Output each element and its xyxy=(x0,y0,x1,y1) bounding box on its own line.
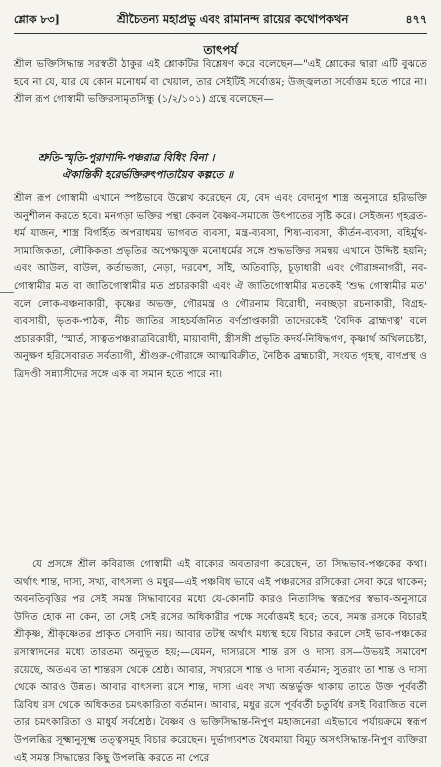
chapter-title: শ্রীচৈতন্য মহাপ্রভু এবং রামানন্দ রায়ের কথোপকথন xyxy=(117,12,349,26)
running-header xyxy=(14,8,427,30)
quoted-verse xyxy=(38,150,421,184)
verse-reference: শ্লোক ৮৩] xyxy=(14,13,60,26)
paragraph-1: শ্রীল ভক্তিসিদ্ধান্ত সরস্বতী ঠাকুর এই শ্লোকটির বিশ্লেষণ করে বলেছেন—"এই শ্লোকের দ্বারা এটি বুঝতে হবে না যে, যার যে কোন মনোধর্ম বা খেয়াল, তার সেইটিই সর্বোত্তম; উজ্জ্বলতা সর্বোত্তম হতে পারে না। শ্রীল রূপ গোস্বামী ভক্তিরসামৃতসিন্ধু (১/২/১০১) গ্রন্থে বলেছেন— xyxy=(14,59,427,106)
page-number: ৪৭৭ xyxy=(405,13,427,26)
paragraph-3: যে প্রসঙ্গে শ্রীল কবিরাজ গোস্বামী এই বাক্যের অবতারণা করেছেন, তা সিদ্ধভাব-পঞ্চকের কথা। অর্থাৎ শান্ত, দাস্য, সখ্য, বাৎসল্য ও মধুর—এই পঞ্চবিধ ভাবে এই পঞ্চরসের রসিকেরা সেবা করে থাকেন; অবনতিবৃত্তির পর সেই সমস্ত সিদ্ধাবাবের মধ্যে যে-কোনটি কারও নিত্যসিদ্ধ স্বরূপের স্বভাব-অনুসারে উদিত হোক না কেন, তা সেই সেই রসের অধিকারীর পক্ষে সর্বোত্তমই হবে; তবে, সমস্ত রসকে বিচারই শ্রীকৃষ্ণ, শ্রীকৃষ্ণেতর প্রাকৃত সেবাদি নয়। আবার তটস্থ অর্থাৎ মধ্যস্থ হয়ে বিচার করলে সেই ভাব-পঞ্চকের রসাস্বাদনের মধ্যে তারতম্য অনুভূত হয়;—যেমন, দাস্যরসে শান্ত রস ও দাস্য রস—উভয়ই সমাবেশ রয়েছে, অতএব তা শান্তরস থেকে শ্রেষ্ঠ। আবার, সখ্যরসে শান্ত ও দাস্য বর্তমান; সুতরাং তা শান্ত ও দাস্য থেকে আরও উন্নত। আবার বাৎসল্য রসে শান্ত, দাস্য এবং সখ্য অন্তর্ভুক্ত থাকায় তাতে উক্ত পূর্ববর্তী ত্রিবিধ রস থেকে অধিকতর চমৎকারিতা বর্তমান। আবার, মধুর রসে পূর্ববর্তী চতুর্বিধ রসই বিরাজিত বলে তার চমৎকারিতা ও মাধুর্য সর্বশ্রেষ্ঠ। বৈষ্ণব ও ভক্তিসিদ্ধান্ত-নিপুণ মহাজনেরা এইভাবে পর্যায়ক্রমে স্বরূপ উপলব্ধির সূক্ষ্মানুসূক্ষ্ম তত্ত্বসমূহ বিচার করেছেন। দুর্ভাগ্যবশত ধৈবমায়া বিমূঢ় অসৎসিদ্ধান্ত-নিপুণ ব্যক্তিরা এই সমস্ত সিদ্ধান্তের কিছু উপলব্ধি করতে না পেরে xyxy=(14,559,427,764)
margin-mark xyxy=(0,292,14,293)
section-title: তাৎপর্য xyxy=(203,43,238,57)
verse-line-2: ঐকান্তিকী হরের্ভক্তিরুৎপাতায়ৈব কল্পতে ॥ xyxy=(62,169,234,181)
paragraph-2: শ্রীল রূপ গোস্বামী এখানে স্পষ্টভাবে উল্লেখ করেছেন যে, বেদ এবং বেদানুগ শাস্ত্র অনুসারে হরিভক্তি অনুশীলন করতে হবে। মনগড়া ভক্তির পন্থা কেবল বৈষ্ণব-সমাজে উৎপাতের সৃষ্টি করে। সেইজন্য গৃহব্রত-ধর্ম যাজন, শাস্ত্র বিগর্হিত অপরাধময় ভাগবত ব্যবসা, মন্ত্র-ব্যবসা, শিষ্য-ব্যবসা, কীর্তন-ব্যবসা, বহির্মুখ-সামাজিকতা, লৌকিকতা প্রভৃতির অপেক্ষাযুক্ত মনোধর্মের সঙ্গে শুদ্ধভক্তির সমন্বয় এখানে উদ্দিষ্ট হয়নি; এবং আউল, বাউল, কর্তাভজা, নেড়া, দরবেশ, সাঁই, অতিবাড়ি, চূড়াধারী এবং গৌরাঙ্গনাগরী, নব-গোস্বামীর মত বা জাতিগোস্বামীর মত প্রচারকারী এবং ঐ জাতিগোস্বামীর মতকেই 'শুদ্ধ গোস্বামীর মত' বলে লোক-বঞ্চনাকারী, কৃষ্ণের অভক্ত, গৌরমন্ত্র ও গৌরনাম বিরোধী, নবচ্ছড়া রচনাকারী, বিগ্রহ-ব্যবসায়ী, ভৃতক-পাঠক, নীচ জাতির সাহচর্যজনিত বর্ণপ্রাপ্তকারী তাদেরকেই 'বৈদিক ব্রাহ্মণত্ব' বলে প্রচারকারী, 'স্মার্ত, সাত্বতপঞ্চরাত্রবিরোধী, মায়াবাদী, স্ত্রীসঙ্গী প্রভৃতি কদর্য-নিষিদ্ধগণ, কৃষ্ণার্থ অখিলচেষ্টা, অনুক্ষণ হরিসেবারত সর্বত্যাগী, শ্রীগুরু-গৌরাঙ্গে আত্মবিক্রীত, নৈষ্ঠিক ব্রহ্মচারী, সংযত গৃহস্থ, বাণপ্রস্থ ও ত্রিদণ্ডী সন্ন্যাসীদের সঙ্গে এক বা সমান হতে পারে না। xyxy=(14,193,427,380)
verse-line-1: শ্রুতি-স্মৃতি-পুরাণাদি-পঞ্চরাত্র বিধিং বিনা । xyxy=(38,152,215,164)
header-rule xyxy=(14,33,427,34)
